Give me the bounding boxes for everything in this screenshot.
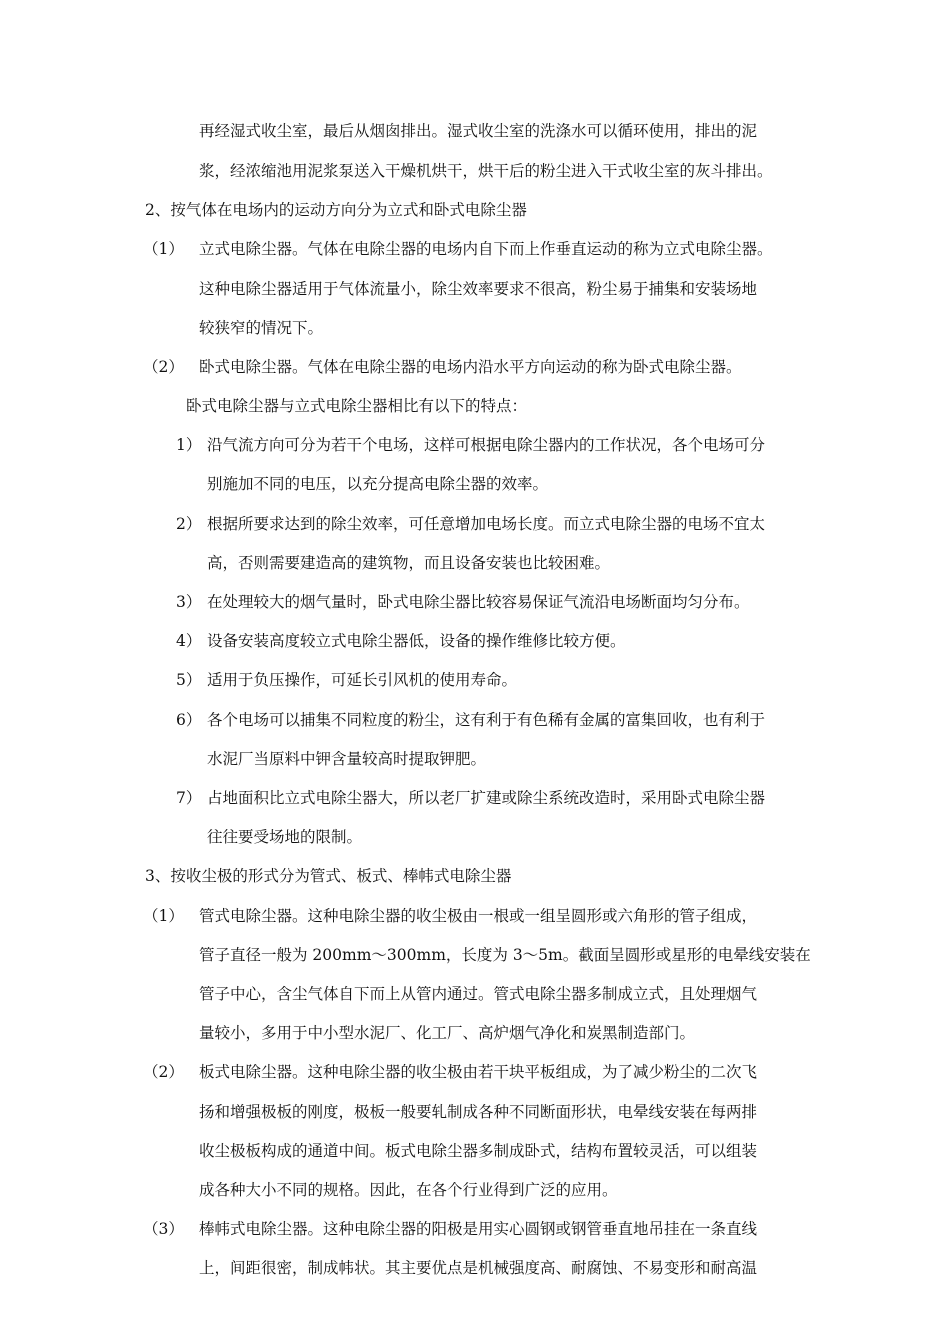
section-2-heading: 2、按气体在电场内的运动方向分为立式和卧式电除尘器 [145, 201, 527, 219]
point-5-number: 5） [176, 671, 202, 689]
intro-line-1: 再经湿式收尘室，最后从烟囱排出。湿式收尘室的洗涤水可以循环使用，排出的泥 [199, 122, 758, 140]
point-3-line-1: 在处理较大的烟气量时，卧式电除尘器比较容易保证气流沿电场断面均匀分布。 [207, 593, 750, 611]
point-2-line-1: 根据所要求达到的除尘效率，可任意增加电场长度。而立式电除尘器的电场不宜太 [207, 515, 766, 533]
s3-item-3-line-2: 上，间距很密，制成帏状。其主要优点是机械强度高、耐腐蚀、不易变形和耐高温 [199, 1259, 758, 1277]
s2-item-1-number: （1） [143, 240, 184, 258]
intro-line-2: 浆，经浓缩池用泥浆泵送入干燥机烘干，烘干后的粉尘进入干式收尘室的灰斗排出。 [199, 162, 773, 180]
point-6-line-1: 各个电场可以捕集不同粒度的粉尘，这有利于有色稀有金属的富集回收，也有利于 [207, 711, 766, 729]
s3-item-2-number: （2） [143, 1063, 184, 1081]
point-1-line-2: 别施加不同的电压，以充分提高电除尘器的效率。 [207, 475, 549, 493]
s2-item-1-line-1: 立式电除尘器。气体在电除尘器的电场内自下而上作垂直运动的称为立式电除尘器。 [199, 240, 773, 258]
s3-item-2-line-4: 成各种大小不同的规格。因此，在各个行业得到广泛的应用。 [199, 1181, 618, 1199]
s3-item-1-line-4: 量较小，多用于中小型水泥厂、化工厂、高炉烟气净化和炭黑制造部门。 [199, 1024, 696, 1042]
point-2-line-2: 高，否则需要建造高的建筑物，而且设备安装也比较困难。 [207, 554, 611, 572]
point-4-number: 4） [176, 632, 202, 650]
section-3-heading: 3、按收尘极的形式分为管式、板式、棒帏式电除尘器 [145, 867, 512, 885]
s2-item-2-line-1: 卧式电除尘器。气体在电除尘器的电场内沿水平方向运动的称为卧式电除尘器。 [199, 358, 742, 376]
compare-intro: 卧式电除尘器与立式电除尘器相比有以下的特点： [186, 397, 528, 415]
s3-item-2-line-3: 收尘极板构成的通道中间。板式电除尘器多制成卧式，结构布置较灵活，可以组装 [199, 1142, 758, 1160]
s3-item-2-line-1: 板式电除尘器。这种电除尘器的收尘极由若干块平板组成，为了减少粉尘的二次飞 [199, 1063, 758, 1081]
s3-item-1-line-1: 管式电除尘器。这种电除尘器的收尘极由一根或一组呈圆形或六角形的管子组成， [199, 907, 758, 925]
point-7-line-2: 往往要受场地的限制。 [207, 828, 363, 846]
point-1-number: 1） [176, 436, 202, 454]
point-2-number: 2） [176, 515, 202, 533]
s3-item-1-line-3: 管子中心，含尘气体自下而上从管内通过。管式电除尘器多制成立式，且处理烟气 [199, 985, 758, 1003]
point-6-line-2: 水泥厂当原料中钾含量较高时提取钾肥。 [207, 750, 487, 768]
s3-item-2-line-2: 扬和增强极板的刚度，极板一般要轧制成各种不同断面形状，电晕线安装在每两排 [199, 1103, 758, 1121]
s2-item-1-line-2: 这种电除尘器适用于气体流量小，除尘效率要求不很高，粉尘易于捕集和安装场地 [199, 280, 758, 298]
s3-item-3-number: （3） [143, 1220, 184, 1238]
point-7-number: 7） [176, 789, 202, 807]
point-3-number: 3） [176, 593, 202, 611]
s3-item-1-number: （1） [143, 907, 184, 925]
s2-item-1-line-3: 较狭窄的情况下。 [199, 319, 324, 337]
s2-item-2-number: （2） [143, 358, 184, 376]
point-6-number: 6） [176, 711, 202, 729]
s3-item-3-line-1: 棒帏式电除尘器。这种电除尘器的阳极是用实心圆钢或钢管垂直地吊挂在一条直线 [199, 1220, 758, 1238]
s3-item-1-line-2: 管子直径一般为 200mm～300mm，长度为 3～5m。截面呈圆形或星形的电晕线安装在 [199, 946, 811, 964]
point-7-line-1: 占地面积比立式电除尘器大，所以老厂扩建或除尘系统改造时，采用卧式电除尘器 [207, 789, 766, 807]
point-5-line-1: 适用于负压操作，可延长引风机的使用寿命。 [207, 671, 518, 689]
point-1-line-1: 沿气流方向可分为若干个电场，这样可根据电除尘器内的工作状况，各个电场可分 [207, 436, 766, 454]
point-4-line-1: 设备安装高度较立式电除尘器低，设备的操作维修比较方便。 [207, 632, 626, 650]
